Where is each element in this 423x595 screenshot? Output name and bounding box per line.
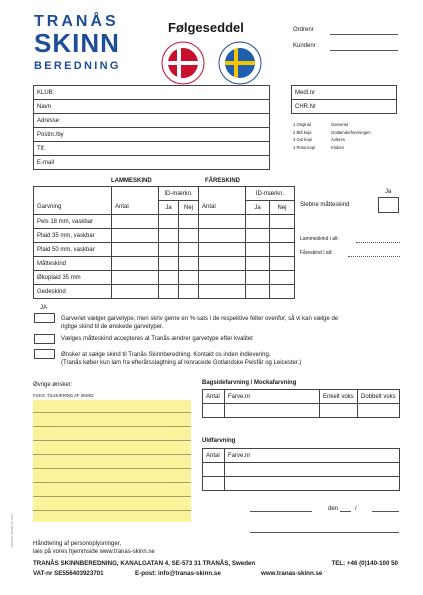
kundenr-line[interactable] [330, 50, 398, 51]
den-label: den [328, 506, 339, 512]
antal-header-lam: Antal [112, 201, 159, 215]
day-line[interactable] [340, 511, 351, 512]
faareskind-ialt-line[interactable] [348, 256, 400, 257]
side-code: TRANÅS SKINN DK 2023 [10, 513, 14, 548]
navn-label: Navn [34, 100, 270, 114]
option-3-text: Ønsker at sælge skind til Tranås Skinnberedning. Kontakt os inden indlevering. (Tranås køber kun lam fra efterårsslagtning af renracede Gotlandske Pelsfår og Leicester.) [61, 352, 302, 366]
skin-table [33, 186, 295, 299]
denmark-badge-icon [160, 40, 206, 86]
wishes-area[interactable] [33, 400, 191, 522]
signature-line[interactable] [250, 532, 399, 533]
bagside-title: Bagsidefarvning / Mockafarvning [202, 380, 297, 386]
month-line[interactable] [372, 511, 399, 512]
uld-farve-header: Farve.nr [225, 449, 400, 463]
nej-header-faar: Nej [270, 201, 295, 215]
ordrenr-line[interactable] [330, 34, 398, 35]
option-3-checkbox[interactable] [34, 349, 55, 359]
bagside-farve-header: Farve.nr [225, 390, 320, 404]
uld-antal-header: Antal [203, 449, 225, 463]
uld-table [202, 448, 400, 491]
table-row: Gedeskind [34, 285, 295, 299]
faareskind-header: FÅRESKIND [205, 178, 241, 184]
slebne-label: Slebne måtteskind [300, 202, 350, 208]
table-row [203, 404, 400, 418]
bagside-table [202, 389, 400, 418]
option-2-checkbox[interactable] [34, 334, 55, 344]
option-1-text: Garveriet vælger garvetype, men skriv gerne en %-sats i de respektive felter ovenfor, så vi kan vælge de rigtige skind til de ønskede garvetyper. [61, 316, 339, 330]
bagside-enkelt-header: Enkelt voks [320, 390, 358, 404]
date-slash: / [355, 506, 357, 512]
uld-title: Uldfarvning [202, 438, 236, 444]
table-row: Økoplaid 35 mm [34, 271, 295, 285]
chr-label: CHR.Nr [292, 100, 397, 114]
antal-header-faar: Antal [199, 201, 246, 215]
logo-line-3: BEREDNING [34, 60, 121, 72]
page-title: Følgeseddel [168, 20, 244, 35]
slebne-checkbox[interactable] [378, 197, 399, 213]
lammeskind-ialt-line[interactable] [356, 242, 400, 243]
email-label: E-mail [34, 156, 270, 170]
wishes-title: Øvrige ønsker: [33, 382, 73, 388]
ordrenr-label: Ordrenr [293, 27, 314, 33]
privacy-text: Håndtering af personoplysninger, læs på vores hjemmside www.tranas-skinn.se [33, 541, 155, 555]
bagside-antal-header: Antal [203, 390, 225, 404]
footer-line-2: VAT-nr SE556403923701 E-post: info@tranas-skinn.se www.tranas-skinn.se [33, 570, 323, 577]
slebne-ja-label: Ja [385, 189, 392, 195]
id-label-faar: ID-mærkn. [246, 187, 295, 201]
adresse-label: Adresse [34, 114, 270, 128]
garvning-header: Garvning [34, 201, 112, 215]
place-line[interactable] [250, 511, 312, 512]
table-row [203, 477, 400, 491]
footer-line-1: TRANÅS SKINNBEREDNING, KANALGATAN 4, SE-573 31 TRANÅS, Sweden TEL: +46 (0)140-100 50 [33, 560, 398, 567]
postnr-label: Postnr./by [34, 128, 270, 142]
nej-header-lam: Nej [179, 201, 199, 215]
tlf-label: Tlf. [34, 142, 270, 156]
table-row: Måtteskind [34, 257, 295, 271]
logo-line-2: SKINN [34, 28, 120, 58]
ja-header-lam: Ja [159, 201, 179, 215]
medl-label: Medl.nr [292, 86, 397, 100]
copies-list: 1 Original Garveriet 2 Blå kopi Gotlænderforeningen 3 Gul kopi Avleren 4 Rosa kopi Kluben [293, 122, 371, 150]
table-row: Pels 18 mm, vaskbar [34, 215, 295, 229]
faareskind-ialt-label: Fåreskind i alt: [300, 250, 333, 256]
klub-label: KLUB: [34, 86, 270, 100]
id-label-lam: ID-mærkn. [159, 187, 199, 201]
bagside-dobbelt-header: Dobbelt voks [358, 390, 400, 404]
table-row [203, 463, 400, 477]
option-1-checkbox[interactable] [34, 313, 55, 323]
option-2-text: Vælges måtteskind accepteres at Tranås ændrer garvetype efter kvalitet [61, 336, 253, 342]
ja-header-faar: Ja [246, 201, 270, 215]
lammeskind-header: LAMMESKIND [111, 178, 152, 184]
logo-line-1: TRANÅS [34, 13, 119, 30]
sweden-badge-icon [217, 40, 263, 86]
table-row: Plaid 35 mm, vaskbar [34, 229, 295, 243]
table-row: Plaid 50 mm, vaskbar [34, 243, 295, 257]
kundenr-label: Kundenr [293, 43, 316, 49]
club-table [33, 85, 270, 170]
options-ja-label: JA [40, 305, 48, 311]
member-table [291, 85, 397, 114]
wishes-example: F.EKS. TILSKÆRING AF SKIND [33, 393, 94, 398]
lammeskind-ialt-label: Lammeskind i alt: [300, 236, 339, 242]
